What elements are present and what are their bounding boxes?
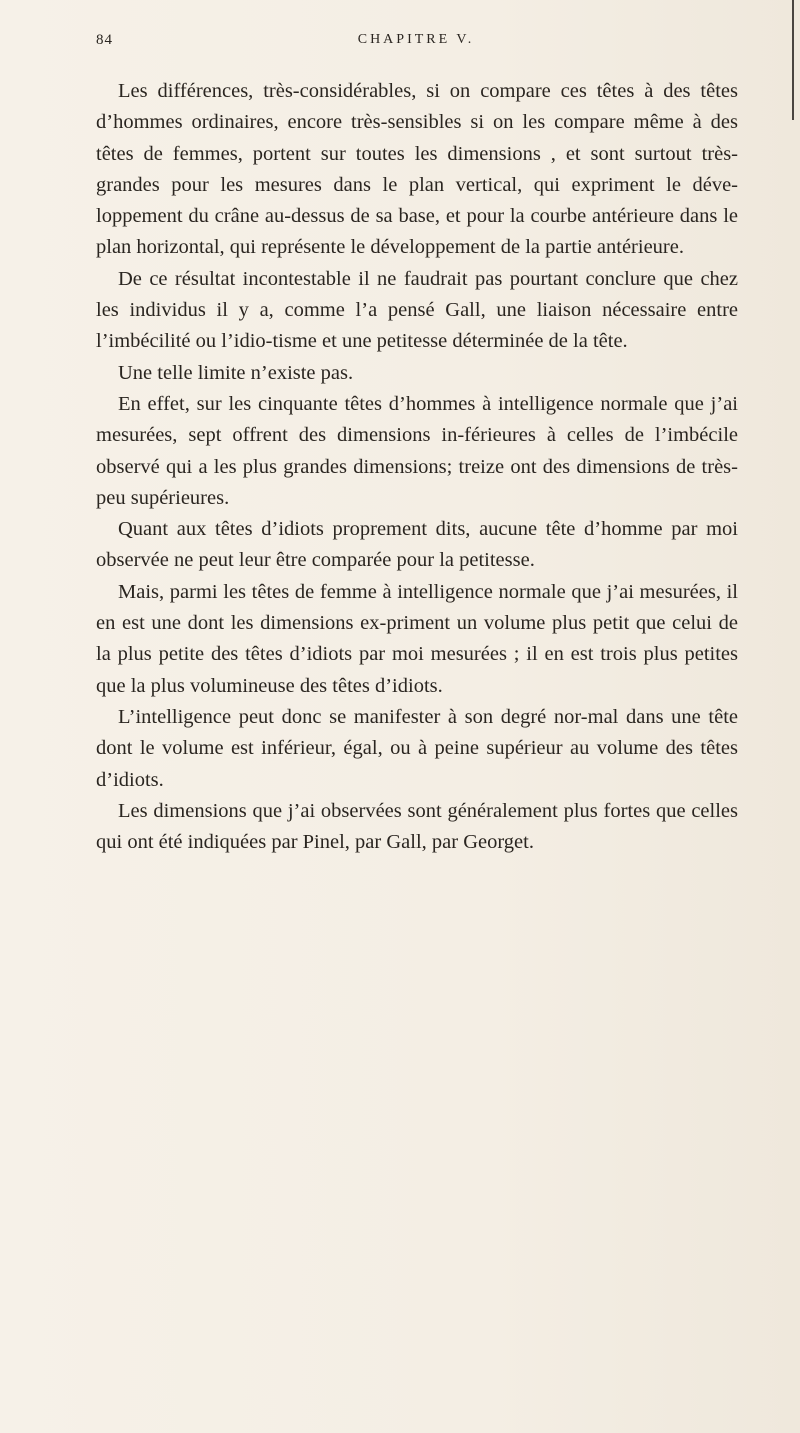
page-edge-line (792, 0, 794, 120)
paragraph: Les différences, très-considérables, si on compare ces têtes à des têtes d’hommes ordinaires, encore très-sensibles si on les compare même à des têtes de femmes, portent sur toutes les dimensions , et sont surtout très-grandes pour les mesures dans le plan vertical, qui expriment le déve-loppement du crâne au-dessus de sa base, et pour la courbe antérieure dans le plan horizontal, qui représente le développement de la partie antérieure. (96, 80, 738, 259)
paragraph: Quant aux têtes d’idiots proprement dits, aucune tête d’homme par moi observée ne peut leur être comparée pour la petitesse. (96, 518, 738, 572)
chapter-title: CHAPITRE V. (357, 32, 475, 47)
body-text (96, 76, 738, 858)
paragraph: L’intelligence peut donc se manifester à son degré nor-mal dans une tête dont le volume est inférieur, égal, ou à peine supérieur au volume des têtes d’idiots. (96, 705, 738, 791)
paragraph: De ce résultat incontestable il ne faudrait pas pourtant conclure que chez les individus il y a, comme l’a pensé Gall, une liaison nécessaire entre l’imbécilité ou l’idio-tisme et une petitesse déterminée de la tête. (96, 267, 738, 353)
running-head (96, 32, 736, 56)
paragraph: En effet, sur les cinquante têtes d’hommes à intelligence normale que j’ai mesurées, sept offrent des dimensions in-férieures à celles de l’imbécile observé qui a les plus grandes dimensions; treize ont des dimensions de très-peu supérieures. (96, 392, 738, 509)
paragraph: Les dimensions que j’ai observées sont généralement plus fortes que celles qui ont été indiquées par Pinel, par Gall, par Georget. (96, 799, 738, 854)
page-number: 84 (96, 32, 113, 48)
paragraph: Une telle limite n’existe pas. (118, 361, 354, 384)
paragraph: Mais, parmi les têtes de femme à intelligence normale que j’ai mesurées, il en est une dont les dimensions ex-priment un volume plus petit que celui de la plus petite des têtes d’idiots par moi mesurées ; il en est trois plus petites que la plus volumineuse des têtes d’idiots. (96, 580, 738, 697)
